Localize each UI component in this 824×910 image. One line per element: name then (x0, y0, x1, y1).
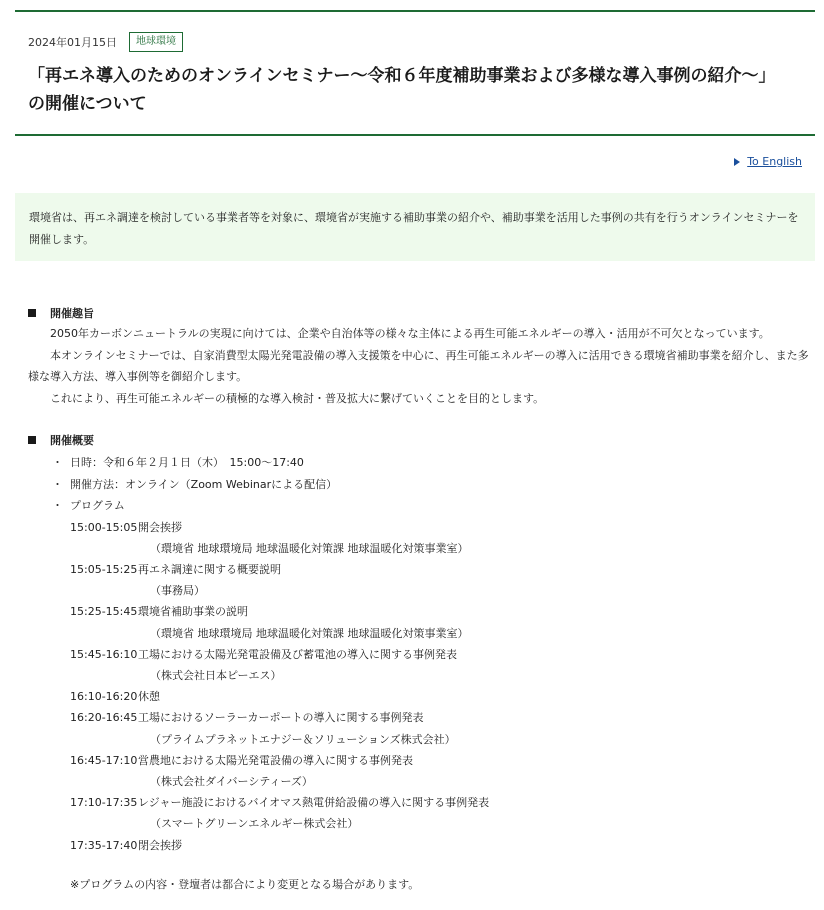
method-text: 開催方法：オンライン（Zoom Webinarによる配信） (70, 477, 338, 491)
overview-heading-text: 開催概要 (50, 434, 94, 447)
program-title: 再エネ調達に関する概要説明 (138, 562, 281, 576)
program-organizer: （環境省 地球環境局 地球温暖化対策課 地球温暖化対策事業室） (150, 541, 469, 555)
summary-box (15, 193, 815, 261)
bullet-mark: ・ (52, 477, 63, 491)
program-time: 15:25-15:45 (70, 605, 138, 619)
program-organizer: （スマートグリーンエネルギー株式会社） (150, 817, 359, 831)
program-row (70, 835, 810, 856)
datetime-text: 日時：令和６年２月１日（木） 15:00〜17:40 (70, 456, 304, 469)
overview-section (28, 430, 810, 895)
program-row (70, 559, 810, 580)
program-row (70, 686, 810, 707)
program-row (70, 601, 810, 622)
program-time: 16:45-17:10 (70, 753, 138, 767)
category-tag[interactable]: 地球環境 (129, 32, 183, 52)
purpose-section (28, 303, 810, 409)
article-meta (28, 32, 183, 52)
program-row (70, 517, 810, 538)
program-title: 営農地における太陽光発電設備の導入に関する事例発表 (138, 753, 413, 767)
list-item (28, 474, 810, 496)
program-title: 工場におけるソーラーカーポートの導入に関する事例発表 (138, 711, 424, 725)
program-time: 17:10-17:35 (70, 796, 138, 810)
program-list (70, 517, 810, 856)
title-line-2: の開催について (28, 94, 147, 114)
program-title: 工場における太陽光発電設備及び蓄電池の導入に関する事例発表 (138, 647, 457, 661)
program-organizer: （環境省 地球環境局 地球温暖化対策課 地球温暖化対策事業室） (150, 626, 469, 640)
english-link-label: To English (747, 155, 802, 168)
program-title: レジャー施設におけるバイオマス熱電併給設備の導入に関する事例発表 (138, 796, 490, 810)
purpose-paragraph-3: これにより、再生可能エネルギーの積極的な導入検討・普及拡大に繋げていくことを目的とします。 (50, 391, 545, 405)
play-triangle-icon (734, 158, 740, 166)
purpose-heading (28, 303, 810, 323)
program-row (70, 707, 810, 728)
program-title: 休憩 (138, 690, 160, 704)
program-row (70, 792, 810, 813)
program-time: 15:05-15:25 (70, 562, 138, 576)
program-time: 15:00-15:05 (70, 520, 138, 534)
program-time: 16:20-16:45 (70, 711, 138, 725)
program-title: 開会挨拶 (138, 520, 182, 534)
list-item (28, 495, 810, 517)
title-line-1: 「再エネ導入のためのオンラインセミナー〜令和６年度補助事業および多様な導入事例の紹介〜」 (28, 66, 776, 86)
bullet-mark: ・ (52, 499, 63, 512)
square-bullet-icon (28, 436, 36, 444)
program-title: 閉会挨拶 (138, 838, 182, 852)
program-organizer: （株式会社日本ピーエス） (150, 668, 282, 682)
program-time: 17:35-17:40 (70, 838, 138, 852)
purpose-paragraph-1: 2050年カーボンニュートラルの実現に向けては、企業や自治体等の様々な主体による再生可能エネルギーの導入・活用が不可欠となっています。 (50, 327, 770, 340)
square-bullet-icon (28, 309, 36, 317)
overview-heading (28, 430, 810, 450)
program-title: 環境省補助事業の説明 (138, 605, 248, 619)
overview-list (28, 452, 810, 517)
publish-date: 2024年01月15日 (28, 36, 117, 49)
top-divider (15, 10, 815, 12)
program-label: プログラム (70, 499, 125, 512)
purpose-paragraph-2: 本オンラインセミナーでは、自家消費型太陽光発電設備の導入支援策を中心に、再生可能エネルギーの導入に活用できる環境省補助事業を紹介し、また多様な導入方法、導入事例等を御紹介します。 (28, 348, 809, 383)
program-organizer: （株式会社ダイバーシティーズ） (150, 774, 313, 788)
summary-text: 環境省は、再エネ調達を検討している事業者等を対象に、環境省が実施する補助事業の紹介や、補助事業を活用した事例の共有を行うオンラインセミナーを開催します。 (29, 211, 799, 246)
purpose-heading-text: 開催趣旨 (50, 307, 94, 320)
program-row (70, 750, 810, 771)
english-link[interactable] (734, 155, 802, 168)
page-title (28, 62, 808, 118)
program-note: ※プログラムの内容・登壇者は都合により変更となる場合があります。 (70, 877, 420, 891)
list-item (28, 452, 810, 474)
program-row (70, 644, 810, 665)
bullet-mark: ・ (52, 456, 63, 469)
title-divider (15, 134, 815, 136)
program-organizer: （事務局） (150, 584, 205, 598)
program-time: 15:45-16:10 (70, 647, 138, 661)
program-time: 16:10-16:20 (70, 690, 138, 704)
program-organizer: （プライムプラネットエナジー＆ソリューションズ株式会社） (150, 732, 456, 746)
